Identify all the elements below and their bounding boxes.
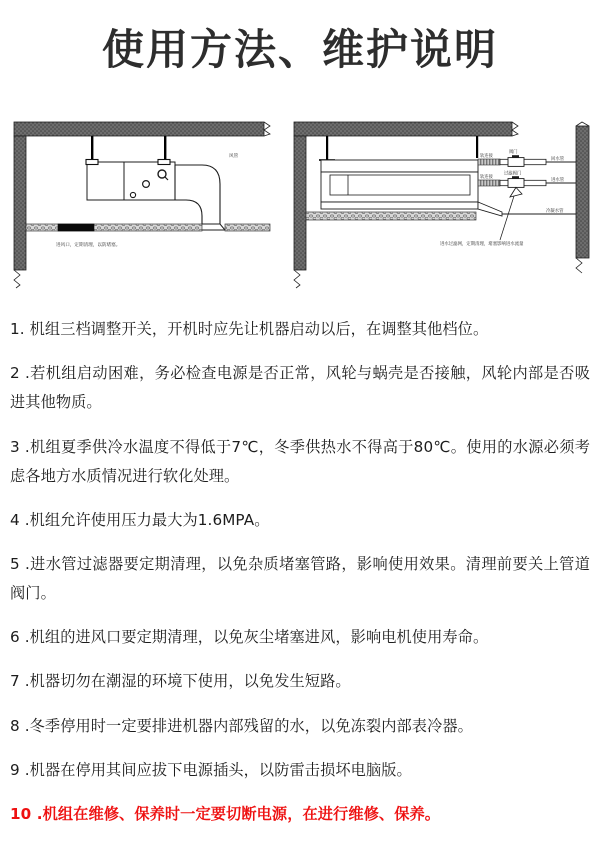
left-wall (294, 136, 306, 270)
ceiling-break-line (512, 122, 518, 136)
diagram-right-svg (288, 112, 594, 290)
instruction-item-6: 6 .机组的进风口要定期清理，以免灰尘堵塞进风，影响电机使用寿命。 (10, 628, 489, 647)
condensate-outlet-cone (478, 202, 502, 216)
ceiling-slab (14, 122, 264, 136)
fan-wheel-1 (158, 170, 166, 178)
hanger-rod-right (164, 136, 166, 162)
hanger-rod-left (326, 136, 328, 160)
diagram-band (0, 112, 600, 290)
page-title: 使用方法、维护说明 (101, 25, 498, 74)
label-inlet-pipe: 进水管 (551, 178, 565, 183)
instruction-item-9: 9 .机器在停用其间应拔下电源插头，以防雷击损坏电脑版。 (10, 760, 412, 779)
ceiling-slab (294, 122, 512, 136)
instruction-item-8: 8 .冬季停用时一定要排进机器内部残留的水，以免冻裂内部表冷器。 (10, 716, 473, 735)
instruction-list (0, 300, 600, 844)
y-strainer-body (510, 187, 522, 197)
label-flex-connector-bottom: 软连接 (480, 175, 493, 180)
wall-break-line (14, 270, 20, 288)
diagram-left (6, 112, 278, 290)
flex-connector-top (478, 159, 500, 165)
floor-slab-right (225, 224, 270, 231)
instruction-item-10: 10 .机组在维修、保养时一定要切断电源，在进行维修、保养。 (10, 804, 441, 823)
valve-body-top (508, 158, 524, 167)
label-duct: 风管 (229, 154, 239, 159)
mount-bracket-right (158, 160, 170, 165)
hanger-rod-left (91, 136, 93, 162)
floor-slab (306, 212, 476, 220)
left-wall (14, 136, 26, 270)
right-wall-break-bottom (576, 258, 582, 273)
mount-bracket-left (86, 160, 98, 165)
right-wall (576, 126, 589, 258)
right-wall-break-top (576, 122, 589, 126)
unit-drain-pan (321, 202, 478, 209)
instruction-item-3: 3 .机组夏季供冷水温度不得低于7℃，冬季供热水不得高于80℃。使用的水源必须考虑各地方水质情况进行软化处理。 (10, 437, 590, 485)
label-return-pipe: 回水管 (551, 157, 565, 162)
unit-coil-block (330, 175, 470, 195)
ceiling-break-line (264, 122, 270, 136)
fan-wheel-2 (143, 181, 150, 188)
label-valve: 阀门 (509, 150, 518, 155)
unit-top-plenum (321, 160, 478, 172)
hanger-rod-right (476, 136, 478, 158)
valve-handle-top (512, 155, 519, 158)
instruction-item-1: 1. 机组三档调整开关，开机时应先让机器启动以后，在调整其他档位。 (10, 320, 489, 339)
left-wall-break-line (294, 270, 300, 288)
label-left-caption: 进风口，定期清理，以防堵塞。 (56, 243, 121, 248)
label-right-caption: 进水过滤网，定期清理，堵塞影响进水流量 (440, 242, 524, 247)
strainer-leader-line (500, 196, 514, 240)
label-condensate-pipe: 冷凝水管 (546, 209, 564, 214)
filter-valve-handle (512, 176, 519, 179)
return-air-grille (58, 224, 94, 231)
fan-wheel-3 (130, 192, 135, 197)
diagram-left-svg (6, 112, 278, 290)
instruction-item-2: 2 .若机组启动困难，务必检查电源是否正常，风轮与蜗壳是否接触，风轮内部是否吸进其他物质。 (10, 364, 590, 412)
instruction-item-5: 5 .进水管过滤器要定期清理，以免杂质堵塞管路，影响使用效果。清理前要关上管道阀门。 (10, 554, 590, 602)
label-flex-connector-top: 软连接 (480, 154, 493, 159)
duct-inner-wall (175, 200, 202, 224)
page-title-wrap (0, 26, 600, 74)
diagram-right (288, 112, 594, 290)
label-filter-valve: 过滤阀门 (504, 171, 522, 177)
duct-outer-wall (175, 165, 220, 224)
floor-slab-left (26, 224, 202, 231)
filter-valve-body (508, 179, 524, 188)
instruction-item-7: 7 .机器切勿在潮湿的环境下使用，以免发生短路。 (10, 672, 351, 691)
flex-connector-bottom (478, 180, 500, 186)
instruction-item-4: 4 .机组允许使用压力最大为1.6MPA。 (10, 510, 270, 529)
